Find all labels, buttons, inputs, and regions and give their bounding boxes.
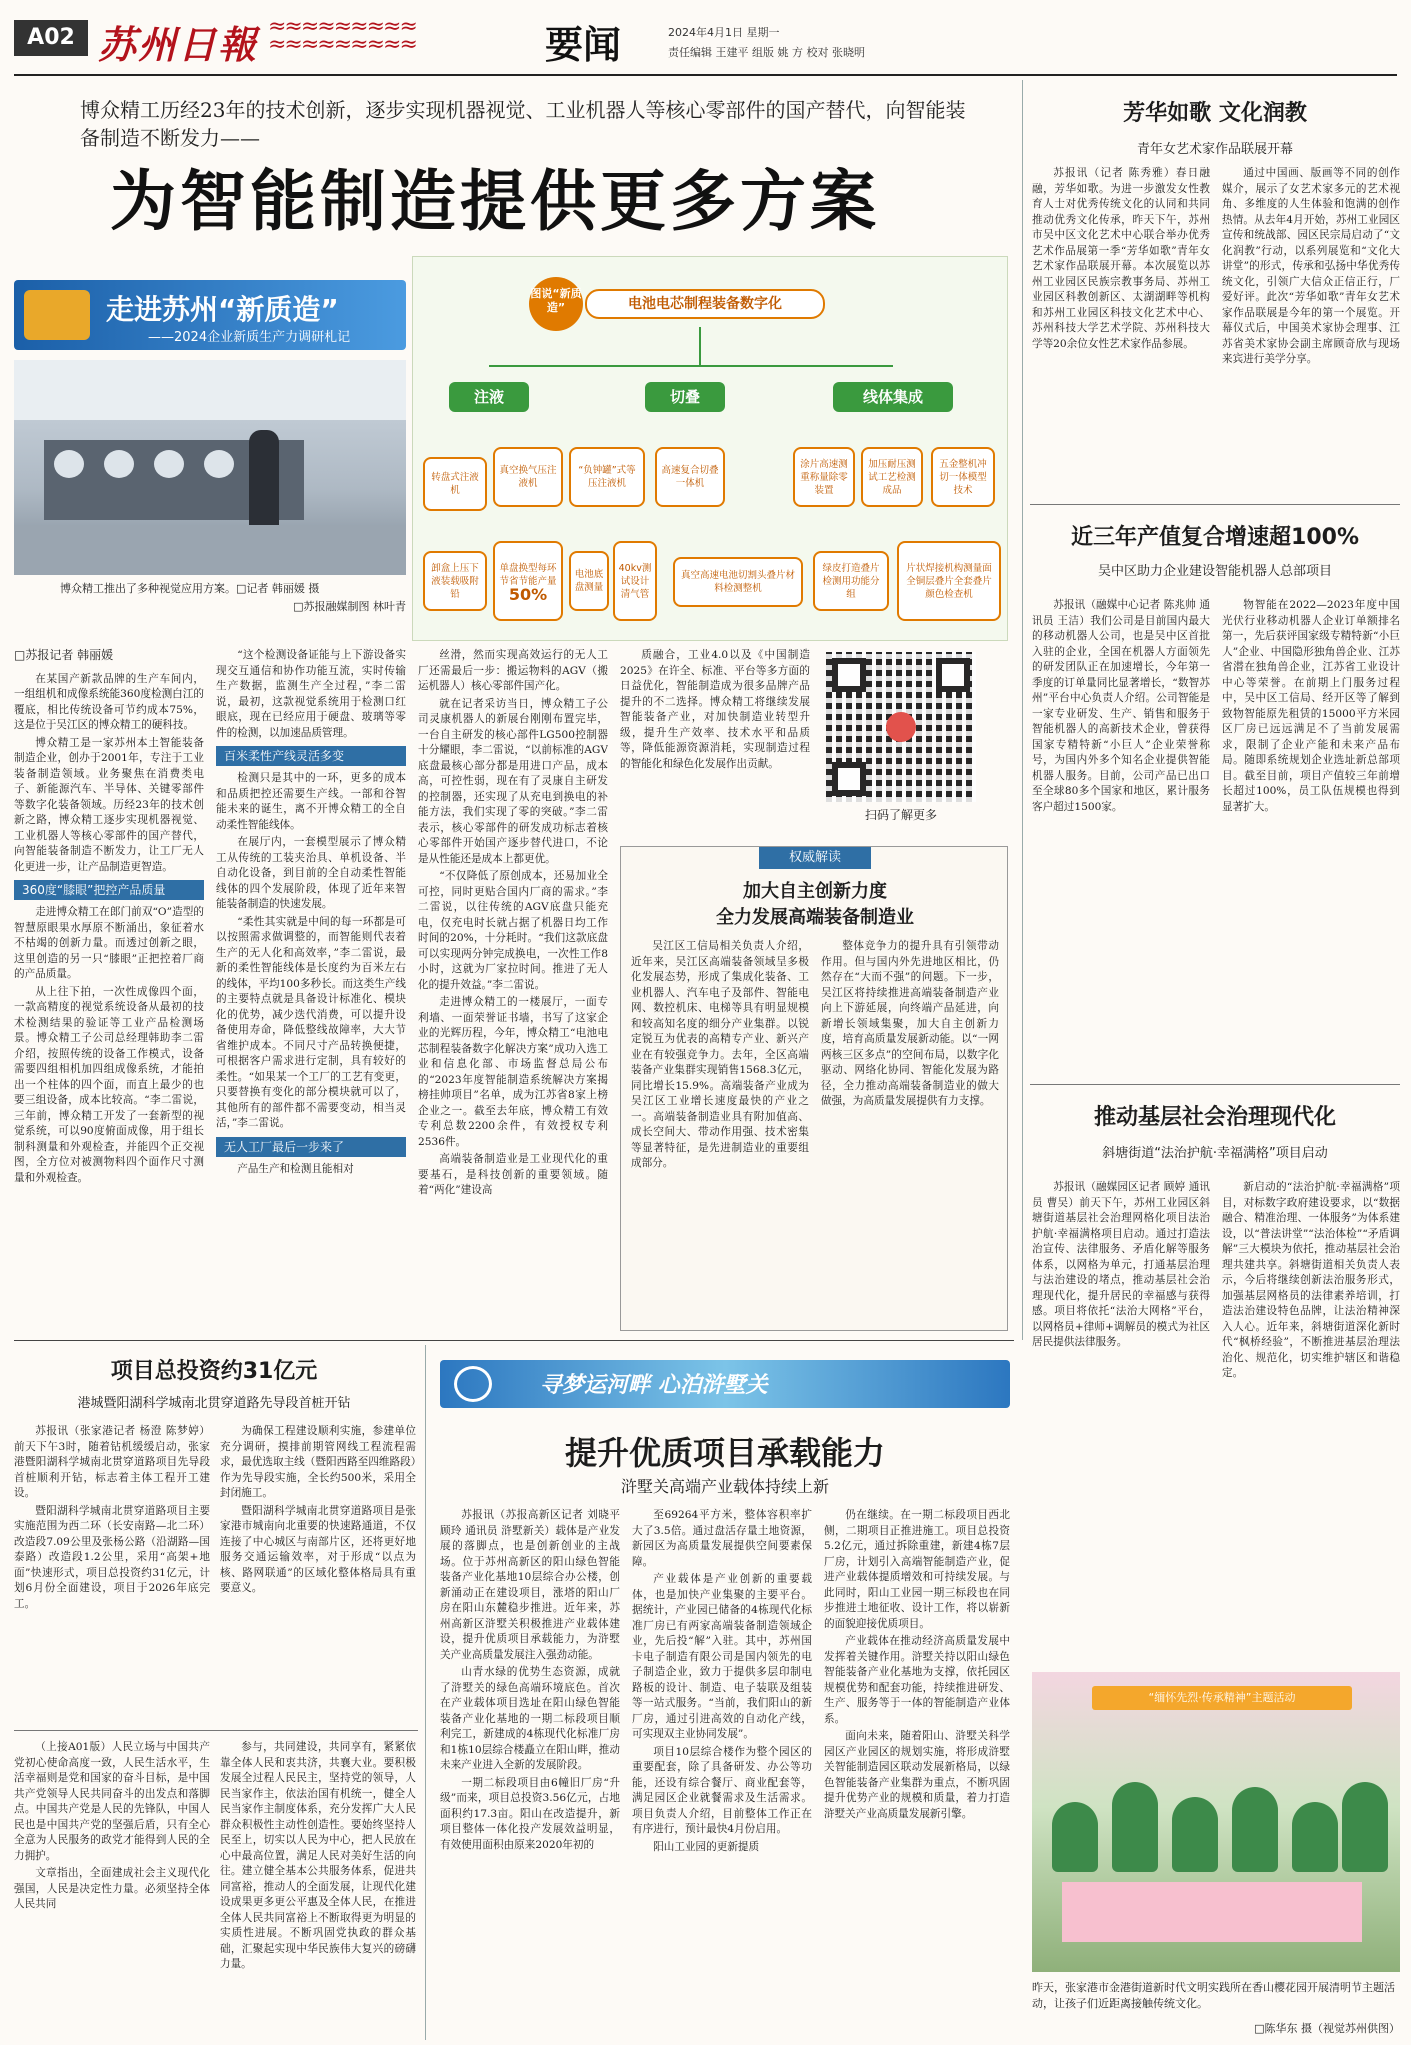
paragraph: 暨阳湖科学城南北贯穿道路项目主要实施范围为西二环（长安南路—北二环）改造段7.09公里及张杨公路（沿湖路—国泰路）改造段1.2公里，采用“高架+地面”快速形式，项目总投资约31亿元，计划6月份全面建设，项目于2026年底完工。 (14, 1504, 210, 1610)
paragraph: 产业载体是产业创新的重要载体，也是加快产业集聚的主要平台。据统计，产业园已储备的4栋现代化标准厂房已有两家高端装备制造领域企业，先后投“解”入驻。其中，苏州国卡电子制造有限公司是国内领先的电子制造企业，致力于提供多层印制电路板的设计、制造、电子装联及组装等一站式服务。“当前，我们阳山的新厂房，通过引进高效的自动化产线，可实现双主业协同发展”。 (632, 1573, 812, 1740)
paragraph: 一期二标段项目由6幢旧厂房“升级”而来，项目总投资3.56亿元，占地面积约17.3亩。阳山在改造提升，新项目整体一体化投产发展效益明显，有效使用面积由原来2020年初的 (440, 1776, 620, 1851)
paragraph: 从上往下拍，一次性成像四个面，一款高精度的视觉系统设备从最初的技术检测结果的验证等工业产品检测场景。博众精工子公司总经理韩助李二雷介绍，按照传统的设备工作模式，设备需要四组相机加四组成像系统，才能拍出一个柱体的四个面，而直上最少的也要三组设备，成本比较高。“李二雷说，三年前，博众精工开发了一套新型的视觉系统，可以90度俯面成像，用于组长制科测量和外观检查，并能四个正交视图，全方位对被测物料四个面作尺寸测量和外观检查。 (14, 985, 204, 1184)
lead-col-1 (14, 648, 204, 1333)
kids-photo-caption: 昨天，张家港市金港街道新时代文明实践所在香山樱花园开展清明节主题活动，让孩子们近距离接触传统文化。 (1032, 1981, 1395, 2010)
paragraph: 走进博众精工在郎门前双“O”造型的智慧原眼果水厚原不断涌出，象征着水不枯竭的创新力量。而透过创新之眼，这里创造的另一只“膝眼”正把控着厂商的产品质量。 (14, 906, 204, 980)
authority-title-1: 加大自主创新力度 (743, 881, 887, 902)
project-col-2 (220, 1424, 416, 1724)
series-banner-subtitle: ——2024企业新质生产力调研札记 (148, 330, 351, 345)
infographic-title: 电池电芯制程装备数字化 (585, 289, 825, 319)
right1-title: 芳华如歌 文化润教 (1123, 101, 1307, 126)
lead-col-4 (620, 648, 810, 838)
infographic-badge: 图说“新质造” (529, 277, 583, 331)
editors-line: 责任编辑 王建平 组版 姚 方 校对 张晓明 (668, 46, 865, 59)
quality-col-2 (632, 1508, 812, 2038)
quality-col-1 (440, 1508, 620, 2038)
infographic-item: 真空高速电池切割头叠片材料检测整机 (673, 557, 803, 607)
page-number: A02 (14, 20, 88, 56)
infographic-item: 五金整机冲切一体模型技术 (931, 447, 995, 507)
right1-col-1 (1032, 166, 1210, 496)
lead-col-3 (418, 648, 608, 1333)
authority-badge: 权威解读 (759, 847, 871, 869)
quality-subtitle: 浒墅关高端产业载体持续上新 (620, 1477, 829, 1496)
paragraph: （上接A01版）人民立场与中国共产党初心使命高度一致，人民生活水平，生活幸福则是党和国家的奋斗目标，是中国共产党领导人民共同奋斗的出发点和落脚点。中国共产党是人民的先锋队，中国人民也是中国共产党的坚强后盾，只有全心全意为人民服务的政党才能得到人民的全力拥护。 (14, 1741, 210, 1862)
paragraph: 检测只是其中的一环，更多的成本和品质把控还需要生产线。一部和谷智能未来的诞生，离不开博众精工的全自动柔性智能线体。 (216, 772, 406, 831)
authority-box (620, 846, 1008, 1331)
right3-col-1 (1032, 1180, 1210, 1660)
paragraph: 产品生产和检测且能相对 (237, 1162, 354, 1175)
quality-banner-text: 寻梦运河畔 心泊浒墅关 (540, 1373, 768, 1398)
paragraph: 参与，共同建设，共同享有，紧紧依靠全体人民和衷共济，共襄大业。要积极发展全过程人民民主，坚持党的领导，人民当家作主，依法治国有机统一，健全人民当家作主制度体系，充分发挥广大人民群众积极性主动性创造性。要始终坚持人民至上，切实以人民为中心，把人民放在心中最高位置，满足人民对美好生活的向往。建立健全基本公共服务体系，促进共同富裕，推动人的全面发展，让现代化建设成果更多更公平惠及全体人民，在推进全体人民共同富裕上不断取得更为明显的实质性进展。不断巩固党执政的群众基础，汇聚起实现中华民族伟大复兴的磅礴力量。 (220, 1741, 416, 1970)
category-cut-stack: 切叠 (645, 382, 725, 412)
kids-photo-credit: □陈华东 摄（视觉苏州供图） (1254, 2022, 1400, 2035)
infographic-item: 涂片高速测重称量除零装置 (793, 447, 855, 507)
paragraph: “不仅降低了原创成本，还易加业全可控，同时更贴合国内厂商的需求。”李二雷说，以往传统的AGV底盘只能充电，仅充电时长就占据了机器日均工作时间的20%，十分耗时。“我们这款底盘可以实现两分钟完成换电，一次性工作8小时，这就为厂家拉时间。推进了无人化的提升效益。”李二雷说。 (418, 870, 608, 991)
paragraph: 走进博众精工的一楼展厅，一面专利墙、一面荣誉证书墙，书写了这家企业的光辉历程，今年，博众精工“电池电芯制程装备数字化解决方案”成功入选工业和信息化部、市场监督总局公布的“2023年度智能制造系统解决方案揭榜挂帅项目”名单，成为江苏省8家上榜企业之一。截至去年底，博众精工有效专利总数2200余件，有效授权专利2536件。 (418, 996, 608, 1148)
paragraph: 仍在继续。在一期二标段项目西北侧，二期项目正推进施工。项目总投资5.2亿元，通过拆除重建，新建4栋7层厂房，计划引入高端智能制造产业，促进产业载体提质增效和可持续发展。与此同时，阳山工业园一期三标段也在同步推进土地征收、设计工作，将以崭新的面貌迎接优质项目。 (824, 1509, 1010, 1630)
infographic-item: 40kv测试设计清气管 (613, 541, 657, 621)
quality-title: 提升优质项目承载能力 (564, 1434, 885, 1472)
right1-subtitle: 青年女艺术家作品联展开幕 (1136, 142, 1293, 157)
infographic-item: 高速复合切叠一体机 (655, 447, 725, 507)
photo-banner: “缅怀先烈·传承精神”主题活动 (1092, 1686, 1352, 1710)
paragraph: 就在记者采访当日，博众精工子公司灵康机器人的新展台刚刚布置完毕，一台自主研发的核心部件LG500控制器十分耀眼，李二雷说，“以前标准的AGV底盘最核心部分都是用进口产品，成本高，可控性弱，现在有了灵康自主研发的控制器，还实现了从充电到换电的补能方法，我们实现了零的突破。”李二雷表示，核心零部件的研发成功标志着核心零部件开始国产逐步替代进口，不论是从性能还是成本上都更优。 (418, 697, 608, 865)
issue-date: 2024年4月1日 星期一 (668, 26, 780, 39)
paragraph: 苏报讯（苏报高新区记者 刘晓平 顾玲 通讯员 浒墅新关）载体是产业发展的落脚点，也是创新创业的主战场。位于苏州高新区的阳山绿色智能装备产业化基地10层综合办公楼，创新涌动正在建设项目，涨塔的阳山厂房在阳山东麓稳步推进。近年来，苏州高新区浒墅关积极推进产业载体建设，提升优质项目承载能力，为浒墅关产业高质量发展注入强劲动能。 (440, 1509, 620, 1661)
paragraph: 产业载体在推动经济高质量发展中发挥着关键作用。浒墅关持以阳山绿色智能装备产业化基地为支撑，依托园区规模优势和配套功能，持续推进研发、生产、服务等于一体的智能制造产业体系。 (824, 1635, 1010, 1725)
paragraph: 物智能在2022—2023年度中国光伏行业移动机器人企业订单额排名第一，先后获评国家级专精特新“小巨人”企业、中国隐形独角兽企业、江苏省潜在独角兽企业，江苏省工业设计中心等荣誉。在前期上门服务过程中，吴中区工信局、经开区等了解到致物智能原先租赁的15000平方米园区厂房已远远满足不了当前发展需求，限制了企业产能和未来产品布局。随即系统规划企业选址新总部项目。截至目前，项目产值较三年前增长超过100%，员工队伍规模也得到显著扩大。 (1222, 599, 1400, 813)
lead-photo-caption: 博众精工推出了多种视觉应用方案。□记者 韩丽媛 摄 (60, 582, 320, 595)
right2-col-2 (1222, 598, 1400, 1098)
paragraph: 高端装备制造业是工业现代化的重要基石，是科技创新的重要领域。随着“两化”建设高 (418, 1153, 608, 1196)
quality-banner (440, 1360, 1010, 1408)
right3-col-2 (1222, 1180, 1400, 1660)
banner-logo-icon (454, 1366, 492, 1402)
paragraph: 山青水绿的优势生态资源，成就了浒墅关的绿色高端环境底色。首次在产业载体项目选址在阳山绿色智能装备产业化基地的一期二标段项目顺利完工，新建成的4栋现代化标准厂房和1栋10层综合楼矗立在阳山畔，推动未来产业进入全新的发展阶段。 (440, 1666, 620, 1771)
kids-photo (1032, 1672, 1400, 1972)
project-col-1 (14, 1424, 210, 1724)
lead-byline: □苏报记者 韩丽媛 (14, 648, 114, 662)
lead-photo (14, 360, 406, 575)
paragraph: 苏报讯（融媒中心记者 陈兆帅 通讯员 王洁）我们公司是目前国内最大的移动机器人公司，也是吴中区首批入驻的企业，全国在机器人方面领先的研发团队正在加速增长，今年第一季度的订单量同比显著增长，“数智苏州”平台中心负责人介绍。公司智能是一家专业研发、生产、销售和服务于智能机器人的高新技术企业，曾获得国家专精特新“小巨人”企业荣誉称号，为国内外多个知名企业提供智能机器人服务。目前，公司产品已出口至全球80多个国家和地区，累计服务客户超过1500家。 (1032, 599, 1210, 813)
lead-col-2 (216, 648, 406, 1333)
project-title: 项目总投资约31亿元 (110, 1359, 318, 1384)
infographic-item: 片状焊接机构测量面全铜层叠片全套叠片颜色检查机 (897, 541, 1001, 621)
paragraph: 苏报讯（张家港记者 杨澄 陈梦婷）前天下午3时，随着钻机缓缓启动，张家港暨阳湖科学城南北贯穿道路项目先导段首桩顺利开钻，标志着主体工程开工建设。 (14, 1425, 210, 1499)
series-banner (14, 280, 406, 350)
right2-title: 近三年产值复合增速超100% (1071, 525, 1359, 550)
infographic-item: 加压耐压测试工艺检测成品 (861, 447, 923, 507)
paragraph: 苏报讯（记者 陈秀雅）春日融融，芳华如歌。为进一步激发女性教育人士对优秀传统文化的认同和共同推动优秀文化传承，昨天下午，苏州市吴中区文化艺术中心联合举办优秀艺术作品展第一季“芳华如歌”青年女艺术家作品联展开幕。本次展览以苏州工业园区民族宗教事务局、苏州工业园区科教创新区、太湖湖畔等机构和苏州工业园区科技文化艺术中心、苏州科技大学艺术学院、苏州科技大学等20余位女性艺术家作品参展。 (1032, 167, 1210, 350)
right3-subtitle: 斜塘街道“法治护航·幸福满格”项目启动 (1102, 1146, 1328, 1161)
infographic-item: 单盘换型每环节省节能产量 50% (493, 541, 563, 621)
paragraph: 暨阳湖科学城南北贯穿道路项目是张家港市城南向北重要的快速路通道，不仅连接了中心城区与南部片区，还将更好地服务交通运输效率，对于形成“以点为核、路网联通”的区域化整体格局具有重要意义。 (220, 1504, 416, 1594)
continued-col-2 (220, 1740, 416, 2038)
authority-text-1: 吴江区工信局相关负责人介绍，近年来，吴江区高端装备领域呈多极化发展态势，形成了集成化装备、工业机器人、汽车电子及部件、智能电网、数控机床、电梯等具有明显规模和较高知名度的细分产业集群。以锐定锐互为优表的高精专产业、新兴产业在有较强竞争力。去年，全区高端装备产业集群实现销售1568.3亿元，同比增长15.9%。高端装备产业成为吴江区工业增长速度最快的产业之一。高端装备制造业具有附加值高、成长空间大、带动作用强、技术密集等显著特征，是先进制造业的重要组成部分。 (631, 940, 809, 1169)
category-injection: 注液 (449, 382, 529, 412)
project-subtitle: 港城暨阳湖科学城南北贯穿道路先导段首桩开钻 (77, 1396, 351, 1411)
infographic-item: 真空换气压注液机 (493, 447, 563, 507)
lead-kicker: 博众精工历经23年的技术创新，逐步实现机器视觉、工业机器人等核心零部件的国产替代，向智能装备制造不断发力—— (80, 98, 966, 150)
paragraph: “这个检测设备证能与上下游设备实现交互通信和协作功能互流，实时传输生产数据，监测生产全过程，”李二雷说，最初，这款视觉系统用于检测口红眼底，现在已经应用于硬盘、玻璃等零件的检测，以加速品质管理。 (216, 649, 406, 739)
infographic (412, 256, 1008, 641)
paragraph: 丝滑，然而实现高效运行的无人工厂还需最后一步：搬运物料的AGV（搬运机器人）核心零部件国产化。 (418, 649, 608, 692)
banner-emblem-icon (24, 290, 90, 340)
paragraph: 质融合，工业4.0以及《中国制造2025》在许全、标准、平台等多方面的日益优化，智能制造成为很多品牌产品提升的不二选择。博众精工将继续发展智能装备产业，对加快制造业转型升级，提升生产效率、技术水平和品质等，降低能源资源消耗，实现制造过程的智能化和绿色化发展作出贡献。 (620, 649, 810, 770)
continued-col-1 (14, 1740, 210, 2038)
masthead (0, 0, 1411, 74)
paragraph: 阳山工业园的更新提质 (653, 1840, 760, 1853)
paragraph: 苏报讯（融媒园区记者 顾婷 通讯员 曹吴）前天下午，苏州工业园区斜塘街道基层社会治理网格化项目法治护航·幸福满格项目启动。通过打造法治宣传、法律服务、矛盾化解等服务体系，以网格为单元，打通基层治理与法治建设的堵点，推动基层社会治理现代化，提升居民的幸福感与获得感。项目将依托“法治大网格”平台，以网格员+律师+调解员的模式为社区居民提供法律服务。 (1032, 1181, 1210, 1348)
subhead: 无人工厂最后一步来了 (216, 1137, 406, 1157)
right3-title: 推动基层社会治理现代化 (1093, 1105, 1336, 1130)
right2-subtitle: 吴中区助力企业建设智能机器人总部项目 (1097, 564, 1332, 579)
category-line-integration: 线体集成 (833, 382, 953, 412)
paragraph: 文章指出，全面建成社会主义现代化强国，人民是决定性力量。必须坚持全体人民共同 (14, 1867, 210, 1910)
qr-caption: 扫码了解更多 (864, 808, 937, 822)
lead-title: 为智能制造提供更多方案 (110, 163, 880, 240)
infographic-item: 转盘式注液机 (423, 457, 487, 511)
authority-text-2: 整体竞争力的提升具有引领带动作用。但与国内外先进地区相比，仍然存在“大而不强”的问题。下一步，吴江区将持续推进高端装备制造产业向上下游延展，向终端产品延进，向新增长领域集聚，加大自主创新力度，培育高质量发展新动能。以“一网两核三区多点”的空间布局，以数字化驱动、网络化协同、智能化发展为路径，全力推动高端装备制造业的做大做强，为高质量发展提供有力支撑。 (821, 940, 999, 1107)
paragraph: “柔性其实就是中间的每一环都是可以按照需求做调整的，而智能则代表着生产的无人化和高效率，”李二雷说，最新的柔性智能线体是长度约为百米左右的线体，平均100多秒长。而这类生产线的主要特点就是具备设计标准化、模块化的优势，减少迭代消费，可以提升设备使用寿命，降低整线故障率，大大节省维护成本。不同尺寸产品转换便捷，可根据客户需求进行定制，具有较好的柔性。“如果某一个工厂的工艺有变更，只要替换有变化的部分模块就可以了，其他所有的部件都不需要变动，相当灵活，”李二雷说。 (216, 915, 406, 1129)
right2-col-1 (1032, 598, 1210, 1098)
authority-title-2: 全力发展高端装备制造业 (716, 907, 914, 928)
paragraph: 至69264平方米，整体容积率扩大了3.5倍。通过盘活存量土地资源，新园区为高质量发展提供空间要素保障。 (632, 1509, 812, 1568)
section-name: 要闻 (545, 23, 622, 67)
paragraph: 在某国产新款品牌的生产车间内，一组组机和成像系统能360度检测白江的覆底，相比传统设备可节约成本75%，这是位于吴江区的博众精工的硬科技。 (14, 672, 204, 731)
paragraph: 为确保工程建设顺利实施，参建单位充分调研，摸排前期管网线工程流程需求，最优选取主线（暨阳西路至四维路段）作为先导段实施，全长约500米，采用全封闭施工。 (220, 1425, 416, 1499)
infographic-item: 卸盒上压下液装载吸附铅 (423, 551, 487, 611)
paragraph: 新启动的“法治护航·幸福满格”项目，对标数字政府建设要求，以“数据融合、精准治理、一体服务”为体系建设，以“普法讲堂”“法治体检”“矛盾调解”三大模块为依托，推动基层社会治理共建共享。斜塘街道相关负责人表示，今后将继续创新法治服务形式，加强基层网格员的法律素养培训，打造法治建设特色品牌，让法治精神深入人心。近年来，斜塘街道深化新时代“枫桥经验”，不断推进基层治理法治化、规范化，切实维护辖区和谐稳定。 (1222, 1181, 1400, 1379)
paragraph: 项目10层综合楼作为整个园区的重要配套，除了具备研发、办公等功能，还设有综合餐厅、商业配套等，满足园区企业就餐需求及生活需求。项目负责人介绍，目前整体工作正在有序进行，预计最快4月份启用。 (632, 1745, 812, 1835)
right1-col-2 (1222, 166, 1400, 496)
paragraph: 面向未来，随着阳山、浒墅关科学园区产业园区的规划实施，将形成浒墅关智能制造园区联动发展新格局，以绿色智能装备产业集群为重点，不断巩固提升优势产业的规模和质量，着力打造浒墅关产业高质量发展新引擎。 (824, 1730, 1010, 1820)
infographic-item: 绿皮打造叠片检测用功能分组 (813, 551, 889, 611)
qr-code[interactable] (826, 652, 976, 802)
paper-logo: 苏州日報 (98, 22, 259, 67)
subhead: 360度“膝眼”把控产品质量 (14, 880, 204, 900)
lead-photo-credit: □苏报融媒制图 林叶青 (293, 600, 406, 613)
infographic-item: “负钟罐”式等压注液机 (569, 447, 645, 507)
quality-col-3 (824, 1508, 1010, 2038)
infographic-item: 电池底盘测量 (569, 551, 609, 611)
infographic-stat: 50% (508, 584, 548, 604)
series-banner-title: 走进苏州“新质造” (106, 293, 339, 326)
masthead-waves: ≈≈≈≈≈≈≈≈≈ ≈≈≈≈≈≈≈≈≈ (268, 14, 416, 57)
paragraph: 博众精工是一家苏州本土智能装备制造企业，创办于2001年，专注于工业装备制造领域。业务聚焦在消费类电子、新能源汽车、半导体、关键零部件等数字化装备领域。历经23年的技术创新之路，博众精工逐步实现机器视觉、工业机器人等核心零部件的国产替代，向智能装备制造不断发力，让工厂无人化更进一步，让产品制造更智造。 (14, 736, 204, 873)
subhead: 百米柔性产线灵活多变 (216, 746, 406, 766)
paragraph: 通过中国画、版画等不同的创作媒介，展示了女艺术家多元的艺术视角、多维度的人生体验和饱满的创作热情。从去年4月开始，苏州工业园区宣传和统战部、园区民宗局启动了“文化润教”行动，以系列展览和“文化大讲堂”的形式，传承和弘扬中华优秀传统文化，引领广大信众正信正行，厂爱好评。此次“芳华如歌”青年女艺术家作品联展是今年的第一个展览。开幕仪式后，中国美术家协会理事、江苏省美术家协会副主席顾奇欣与现场来宾进行美学分享。 (1222, 167, 1400, 365)
paragraph: 在展厅内，一套模型展示了博众精工从传统的工装夹治具、单机设备、半自动化设备，到目前的全自动柔性智能线体的四个发展阶段，体现了近年来智能装备制造的快速发展。 (216, 836, 406, 910)
